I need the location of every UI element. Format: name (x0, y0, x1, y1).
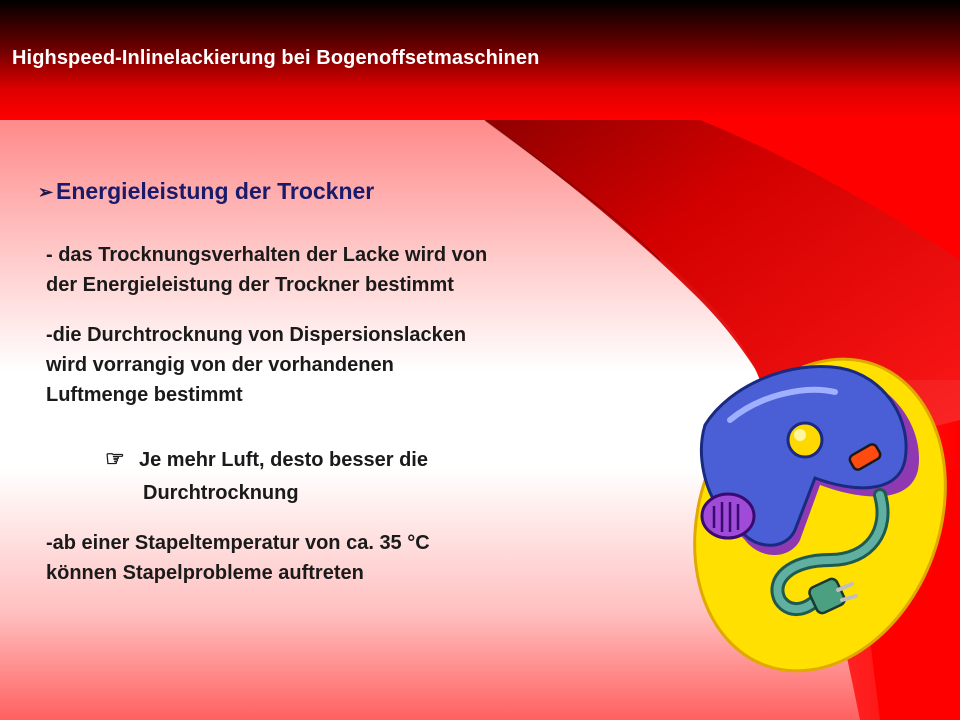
bullet-3-line-2: können Stapelprobleme auftreten (46, 562, 364, 584)
arrow-bullet-icon: ➢ (38, 182, 54, 202)
pointing-hand-icon: ☞ (105, 446, 125, 471)
hand-note-line-1: Je mehr Luft, desto besser die (139, 449, 428, 471)
bullet-2-line-1: -die Durchtrocknung von Dispersionslacken (46, 324, 467, 346)
bullet-1-line-2: der Energieleistung der Trockner bestimmt (46, 274, 454, 296)
hand-note-line-2: Durchtrocknung (143, 482, 299, 504)
bullet-1-line-1: - das Trocknungsverhalten der Lacke wird von (46, 244, 488, 266)
bullet-3-line-1: -ab einer Stapeltemperatur von ca. 35 °C (46, 532, 430, 554)
section-heading-text: Energieleistung der Trockner (56, 178, 375, 204)
bullet-2-line-2: wird vorrangig von der vorhandenen (46, 354, 394, 376)
bullet-2-line-3: Luftmenge bestimmt (46, 384, 243, 406)
slide-title: Highspeed-Inlinelackierung bei Bogenoffsetmaschinen (12, 47, 540, 69)
